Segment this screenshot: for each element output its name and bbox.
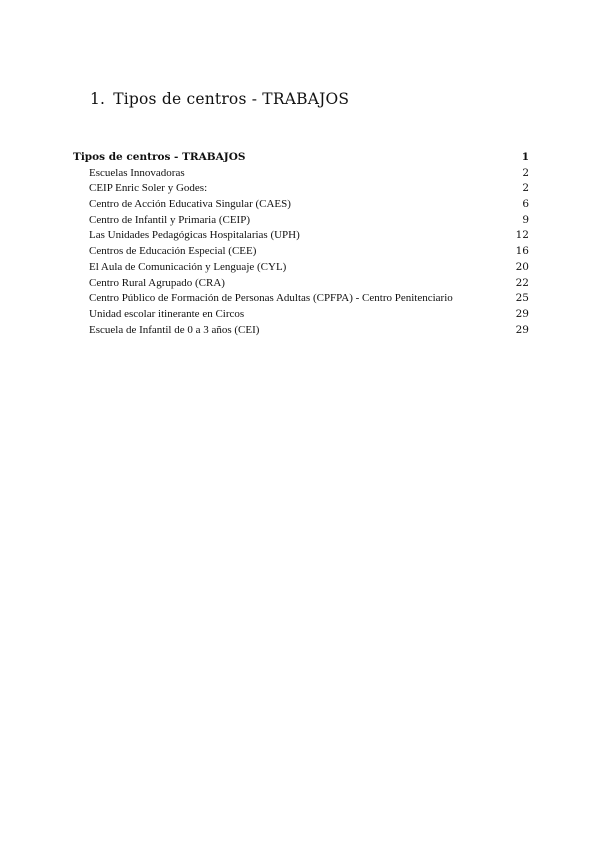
toc-entry-text[interactable]: Las Unidades Pedagógicas Hospitalarias (UPH)	[89, 229, 300, 242]
toc-entry[interactable]	[73, 323, 529, 339]
toc-entry-text[interactable]: Centro de Acción Educativa Singular (CAES)	[89, 198, 291, 211]
toc-entry[interactable]	[73, 213, 529, 229]
toc-entry[interactable]	[73, 260, 529, 276]
toc-entry[interactable]	[73, 307, 529, 323]
toc-entry-page-number: 29	[515, 307, 529, 320]
toc-entry-page-number: 16	[515, 245, 529, 258]
toc-entry[interactable]	[73, 181, 529, 197]
toc-entry-text[interactable]: Escuela de Infantil de 0 a 3 años (CEI)	[89, 323, 260, 336]
toc-entry-text[interactable]: El Aula de Comunicación y Lenguaje (CYL)	[89, 260, 287, 273]
toc-entry-page-number: 22	[515, 276, 529, 289]
toc-entry-page-number: 20	[515, 260, 529, 273]
toc-entry[interactable]	[73, 244, 529, 260]
toc-entry-page-number: 2	[522, 166, 529, 179]
toc-entry-text[interactable]: Centro Rural Agrupado (CRA)	[89, 276, 225, 289]
section-number: 1.	[90, 90, 106, 108]
toc-entry[interactable]	[73, 276, 529, 292]
toc-entry-text[interactable]: Centro de Infantil y Primaria (CEIP)	[89, 213, 250, 226]
table-of-contents	[73, 150, 529, 338]
toc-entry-text[interactable]: Centro Público de Formación de Personas Adultas (CPFPA) - Centro Penitenciario	[89, 292, 453, 305]
toc-entry-page-number: 29	[515, 323, 529, 336]
toc-entry[interactable]	[73, 291, 529, 307]
toc-entry[interactable]	[73, 228, 529, 244]
toc-entry-text[interactable]: Escuelas Innovadoras	[89, 166, 185, 179]
section-title: Tipos de centros - TRABAJOS	[113, 90, 350, 108]
toc-entry[interactable]	[73, 166, 529, 182]
section-heading	[90, 90, 349, 108]
toc-entry-page-number: 2	[522, 182, 529, 195]
toc-entry-page-number: 25	[515, 292, 529, 305]
toc-entry[interactable]	[73, 197, 529, 213]
toc-entry-text[interactable]: Centros de Educación Especial (CEE)	[89, 245, 257, 258]
toc-entry-text[interactable]: Tipos de centros - TRABAJOS	[73, 151, 246, 163]
toc-entry-text[interactable]: Unidad escolar itinerante en Circos	[89, 307, 245, 320]
toc-entry-page-number: 9	[522, 213, 529, 226]
toc-entry-page-number: 6	[522, 198, 529, 211]
toc-entry-text[interactable]: CEIP Enric Soler y Godes:	[89, 182, 208, 195]
toc-entry-page-number: 12	[515, 229, 529, 242]
toc-entry-page-number: 1	[521, 151, 529, 163]
toc-entry[interactable]	[73, 150, 529, 166]
